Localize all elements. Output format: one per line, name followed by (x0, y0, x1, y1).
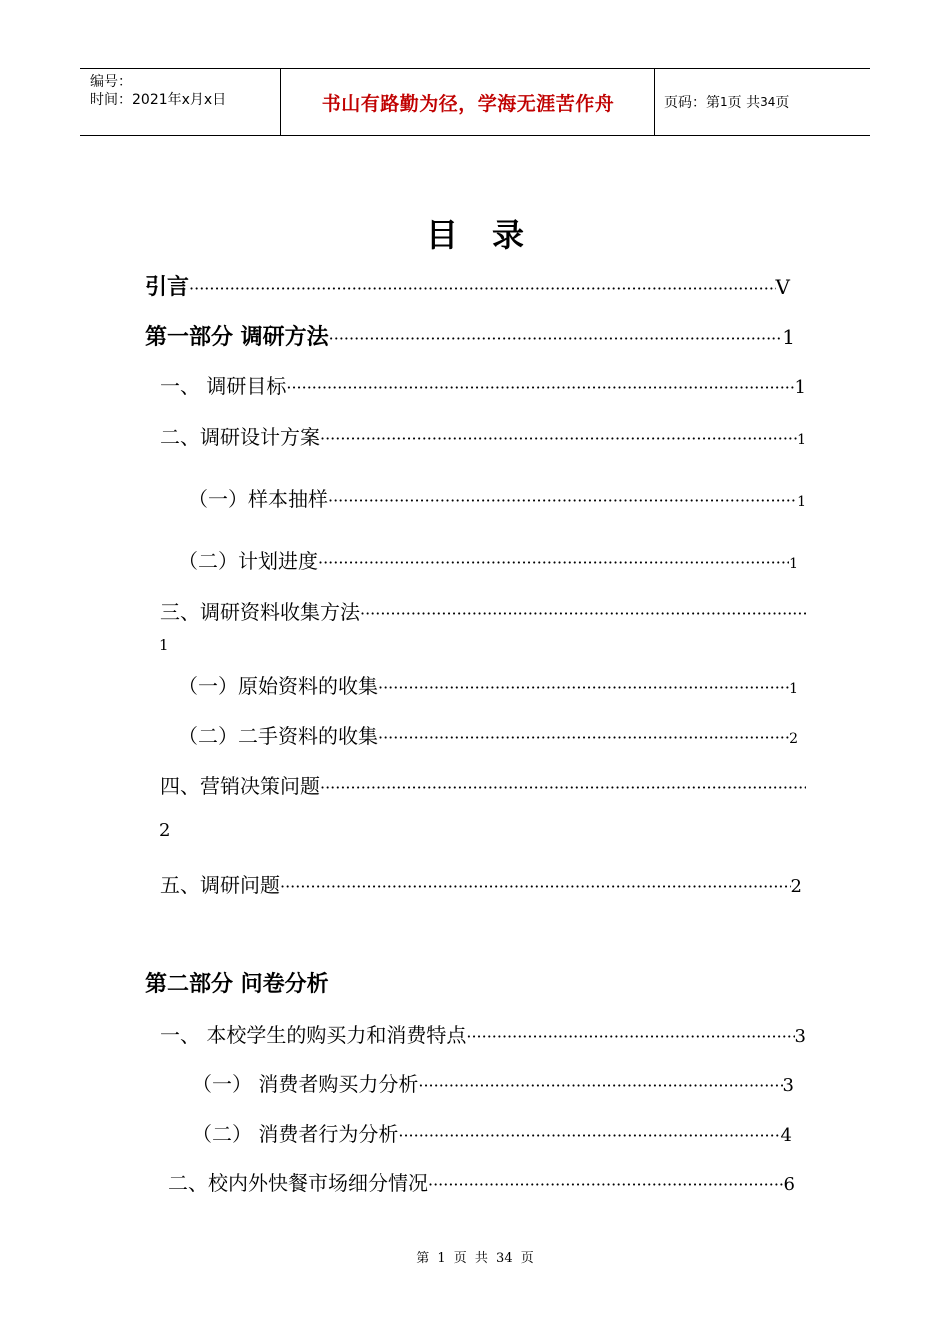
time-label: 时间：2021年x月x日 (90, 92, 227, 108)
toc-label: （一） 消费者购买力分析 (192, 1072, 419, 1096)
page-label-mid: 页 共 (727, 95, 761, 111)
toc-entry[interactable] (178, 545, 798, 574)
toc-page: 1 (797, 432, 806, 448)
page-footer: 第 1 页 共 34 页 (416, 1251, 534, 1266)
toc-entry[interactable] (160, 596, 806, 625)
number-label: 编号： (90, 74, 132, 90)
toc-entry[interactable] (160, 770, 806, 799)
toc-page: 1 (789, 556, 798, 572)
toc-leader (328, 491, 797, 510)
toc-page: 2 (159, 820, 171, 841)
toc-leader (189, 279, 776, 298)
page-title: 目录 (425, 216, 558, 254)
toc-leader (378, 728, 789, 747)
toc-entry[interactable] (168, 1167, 795, 1196)
toc-leader (329, 329, 783, 348)
header-motto: 书山有路勤为径，学海无涯苦作舟 (321, 92, 615, 115)
toc-label: 五、调研问题 (160, 873, 280, 897)
toc-label: （一）样本抽样 (188, 487, 328, 511)
toc-label: 二、调研设计方案 (160, 425, 320, 449)
toc-page: 1 (794, 377, 806, 398)
header-meta (90, 73, 226, 109)
toc-page: 2 (790, 876, 802, 897)
toc-entry[interactable] (178, 670, 798, 699)
toc-label: 一、 本校学生的购买力和消费特点 (160, 1023, 467, 1047)
toc-entry[interactable] (145, 270, 790, 301)
toc-leader (318, 553, 789, 572)
toc-leader (398, 1126, 780, 1145)
header-divider (654, 69, 655, 135)
toc-label: 一、 调研目标 (160, 374, 287, 398)
toc-leader (320, 778, 806, 797)
toc-page: 2 (789, 731, 798, 747)
toc-page: 6 (783, 1174, 795, 1195)
toc-page: 1 (159, 636, 169, 654)
toc-label: （二）计划进度 (178, 549, 318, 573)
toc-label: 第二部分 问卷分析 (145, 972, 329, 997)
toc-entry[interactable] (192, 1118, 792, 1147)
toc-leader (320, 429, 797, 448)
page-current: 1 (720, 95, 728, 109)
header-divider (280, 69, 281, 135)
toc-entry[interactable] (160, 869, 802, 898)
toc-entry[interactable] (178, 720, 798, 749)
toc-leader (360, 604, 806, 623)
toc-label: （二）二手资料的收集 (178, 724, 378, 748)
toc-entry[interactable] (145, 967, 329, 998)
toc-page: 1 (782, 325, 795, 349)
toc-label: 引言 (145, 275, 190, 300)
toc-label: 第一部分 调研方法 (145, 325, 329, 350)
toc-page: 3 (782, 1075, 794, 1096)
toc-label: 二、校内外快餐市场细分情况 (168, 1171, 428, 1195)
toc-entry[interactable] (145, 320, 795, 351)
toc-leader (428, 1175, 784, 1194)
header-page-info (664, 69, 789, 135)
page-total: 34 (760, 95, 776, 109)
toc-page: 1 (797, 494, 806, 510)
toc-leader (466, 1027, 794, 1046)
toc-page: V (775, 275, 790, 299)
document-header (80, 68, 870, 136)
toc-entry[interactable] (192, 1068, 794, 1097)
toc-leader (286, 378, 794, 397)
toc-leader (378, 678, 789, 697)
toc-leader (418, 1076, 782, 1095)
page-label-prefix: 页码：第 (664, 95, 720, 111)
toc-entry[interactable] (188, 483, 806, 512)
toc-entry[interactable] (160, 370, 806, 399)
toc-entry[interactable] (160, 1019, 806, 1048)
toc-label: 四、营销决策问题 (160, 774, 320, 798)
toc-label: （二） 消费者行为分析 (192, 1122, 399, 1146)
toc-page: 3 (794, 1026, 806, 1047)
toc-leader (280, 877, 791, 896)
toc-entry[interactable] (160, 421, 806, 450)
toc-page: 4 (780, 1125, 792, 1146)
toc-page: 1 (789, 681, 798, 697)
page-label-suffix: 页 (775, 95, 790, 111)
toc-label: （一）原始资料的收集 (178, 674, 378, 698)
toc-label: 三、调研资料收集方法 (160, 600, 360, 624)
